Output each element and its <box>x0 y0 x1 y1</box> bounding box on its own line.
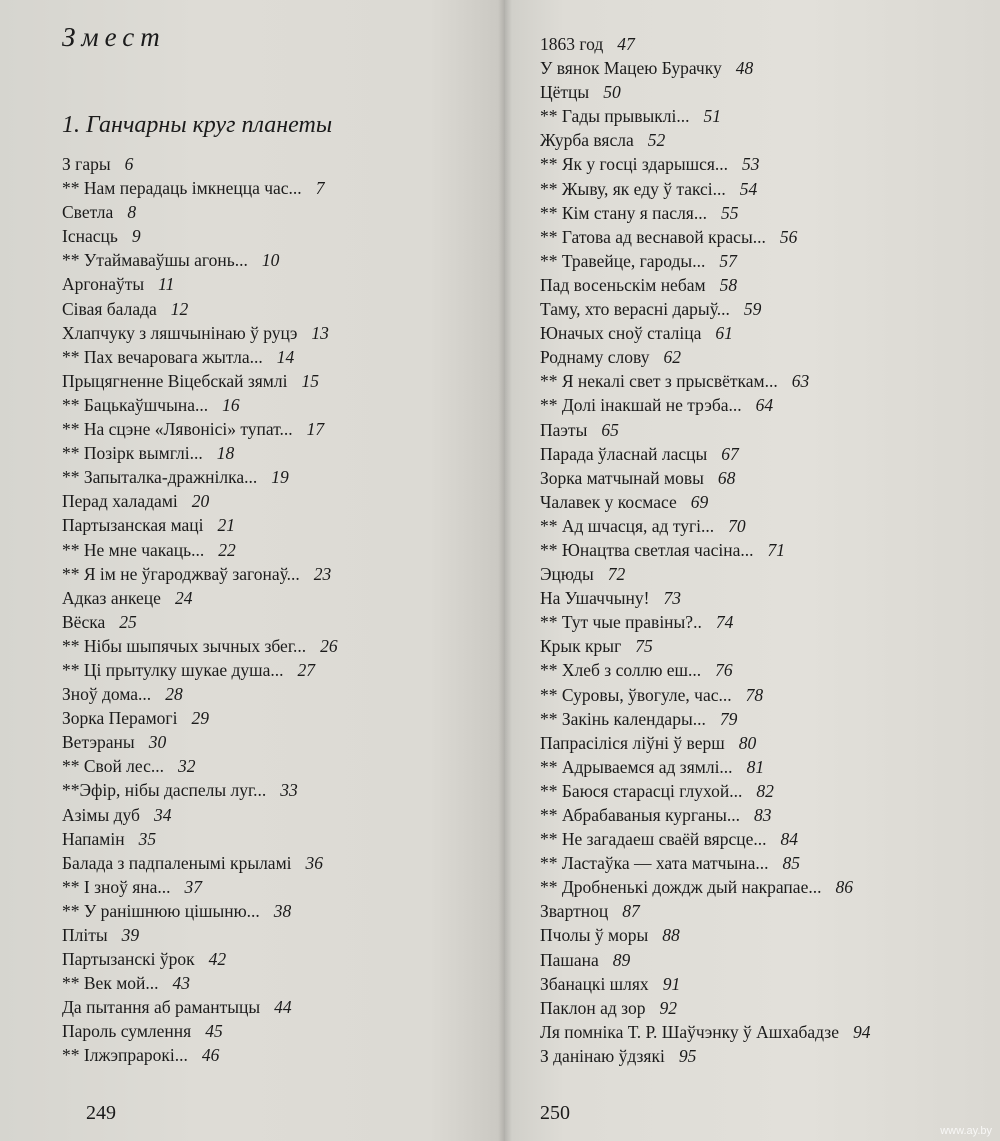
toc-entry-title: ** Не загадаеш сваёй вярсце... <box>540 829 767 850</box>
toc-entry-page: 19 <box>271 467 289 488</box>
toc-entry-page: 82 <box>756 780 774 801</box>
toc-entry-title: Да пытання аб рамантыцы <box>62 997 261 1018</box>
toc-entry-page: 46 <box>201 1045 220 1066</box>
toc-entry-page: 35 <box>138 828 157 849</box>
toc-entry <box>62 851 338 875</box>
toc-entry-page: 43 <box>172 973 191 994</box>
toc-entry-page: 75 <box>635 636 653 657</box>
toc-entry-title: ** Адрываемся ад зямлі... <box>540 756 733 777</box>
toc-entry-page: 20 <box>191 491 210 512</box>
toc-entry-page: 39 <box>121 925 140 945</box>
toc-entry-page: 13 <box>311 322 329 343</box>
toc-entry <box>540 586 870 610</box>
toc-entry-title: ** На сцэне «Лявонісі» тупат... <box>62 419 293 440</box>
toc-entry-page: 64 <box>755 395 774 416</box>
toc-entry-title: Партызанская маці <box>62 515 204 536</box>
toc-entry-page: 94 <box>852 1021 871 1042</box>
toc-entry-page: 26 <box>320 635 338 656</box>
toc-entry-page: 74 <box>715 612 734 633</box>
toc-entry-title: ** Ці прытулку шукае душа... <box>62 659 284 680</box>
toc-entry-title: ** Як у госці здарышся... <box>540 154 729 175</box>
toc-entry <box>62 730 338 754</box>
toc-entry-page: 12 <box>170 298 189 319</box>
toc-entry <box>540 875 870 899</box>
toc-entry-title: Пароль сумлення <box>62 1021 192 1042</box>
toc-entry-title: ** Гады прывыклі... <box>540 106 690 127</box>
toc-entry-title: Вёска <box>62 611 106 632</box>
toc-entry-page: 10 <box>261 250 280 271</box>
toc-entry-title: ** У ранішнюю цішыню... <box>62 900 260 921</box>
contents-heading: Змест <box>62 22 166 52</box>
toc-left-list <box>62 152 338 1068</box>
toc-entry-page: 47 <box>617 34 635 54</box>
toc-entry-title: Юначых сноў сталіца <box>540 323 702 344</box>
toc-entry-page: 28 <box>165 684 183 705</box>
toc-entry <box>62 875 338 899</box>
toc-entry-title: ** Свой лес... <box>62 756 165 777</box>
toc-entry-page: 8 <box>127 202 137 223</box>
toc-entry <box>540 562 870 586</box>
toc-entry-title: ** Баюся старасці глухой... <box>540 780 743 801</box>
toc-entry-page: 7 <box>315 178 325 199</box>
toc-entry-page: 38 <box>273 900 292 921</box>
toc-entry <box>62 803 338 827</box>
toc-entry-page: 36 <box>305 852 324 873</box>
toc-entry <box>540 948 870 972</box>
toc-entry <box>62 297 338 321</box>
toc-entry <box>540 249 870 273</box>
toc-entry <box>540 514 870 538</box>
toc-entry-page: 53 <box>742 154 760 175</box>
toc-entry <box>62 610 338 634</box>
toc-entry-page: 45 <box>205 1021 223 1042</box>
toc-entry <box>540 393 870 417</box>
toc-entry <box>540 538 870 562</box>
toc-entry-title: Светла <box>62 202 114 223</box>
toc-entry <box>62 393 338 417</box>
toc-entry <box>540 779 870 803</box>
toc-entry <box>540 297 870 321</box>
toc-entry <box>62 1019 338 1043</box>
toc-entry <box>62 899 338 923</box>
toc-entry-page: 50 <box>603 82 621 103</box>
toc-entry-page: 85 <box>782 853 800 874</box>
toc-entry <box>62 947 338 971</box>
toc-entry-page: 17 <box>306 419 325 440</box>
toc-entry-title: ** Бацькаўшчына... <box>62 394 209 415</box>
toc-entry-page: 42 <box>208 949 227 970</box>
toc-entry-title: Паэты <box>540 419 588 440</box>
toc-entry-page: 56 <box>779 226 798 247</box>
toc-entry-title: Балада з падпаленымі крыламі <box>62 852 292 873</box>
toc-entry <box>540 466 870 490</box>
toc-entry-title: **Эфір, нібы даспелы луг... <box>62 780 267 801</box>
toc-entry-page: 33 <box>280 780 298 801</box>
toc-entry-page: 80 <box>738 732 757 753</box>
toc-entry-title: ** Абрабаваныя курганы... <box>540 805 741 825</box>
toc-entry-page: 92 <box>659 997 677 1018</box>
section-title: 1. Ганчарны круг планеты <box>62 112 333 138</box>
toc-entry-page: 68 <box>717 467 736 488</box>
toc-entry <box>62 513 338 537</box>
toc-entry <box>62 152 338 176</box>
toc-entry-page: 54 <box>739 178 758 199</box>
toc-entry <box>62 658 338 682</box>
toc-entry-title: Пашана <box>540 949 599 970</box>
toc-entry <box>62 417 338 441</box>
toc-entry-page: 76 <box>715 660 733 681</box>
toc-entry-page: 24 <box>174 587 193 608</box>
toc-entry <box>62 369 338 393</box>
toc-entry-page: 55 <box>720 202 739 223</box>
toc-entry <box>540 610 870 634</box>
toc-entry-title: Пад восеньскім небам <box>540 274 706 295</box>
toc-entry-page: 22 <box>218 539 236 560</box>
toc-entry <box>540 923 870 947</box>
toc-entry <box>540 490 870 514</box>
toc-entry-title: ** Нібы шыпячых зычных збег... <box>62 635 307 656</box>
toc-entry <box>62 923 338 947</box>
toc-entry-title: Перад халадамі <box>62 491 178 512</box>
toc-entry-page: 34 <box>153 804 172 825</box>
toc-entry-title: Збанацкі шлях <box>540 973 649 994</box>
toc-entry-page: 11 <box>158 274 175 295</box>
toc-entry-title: ** Век мой... <box>62 973 159 994</box>
toc-right-list <box>540 32 870 1068</box>
toc-entry-page: 27 <box>297 659 316 680</box>
toc-entry-title: Парада ўласнай ласцы <box>540 443 708 464</box>
toc-entry-title: ** І зноў яна... <box>62 876 171 897</box>
toc-entry-title: ** Жыву, як еду ў таксі... <box>540 178 726 199</box>
toc-entry-title: ** Нам перадаць імкнецца час... <box>62 178 302 199</box>
toc-entry-title: Зноў дома... <box>62 684 152 705</box>
toc-entry <box>540 345 870 369</box>
toc-entry-page: 86 <box>835 877 853 898</box>
toc-entry <box>62 224 338 248</box>
toc-entry <box>540 683 870 707</box>
toc-entry-page: 65 <box>601 419 619 440</box>
toc-entry-page: 29 <box>191 708 209 729</box>
toc-entry <box>540 369 870 393</box>
toc-entry-title: Хлапчуку з ляшчынінаю ў руцэ <box>62 322 298 343</box>
toc-entry-title: Чалавек у космасе <box>540 491 677 512</box>
toc-entry-title: ** Кім стану я пасля... <box>540 202 707 223</box>
toc-entry-title: Сівая балада <box>62 298 157 319</box>
toc-entry <box>540 273 870 297</box>
toc-entry <box>540 225 870 249</box>
toc-entry <box>540 996 870 1020</box>
toc-entry <box>62 272 338 296</box>
toc-entry <box>540 972 870 996</box>
toc-entry <box>62 441 338 465</box>
toc-entry-title: Звартноц <box>540 901 609 922</box>
toc-entry-title: ** Юнацтва светлая часіна... <box>540 539 754 560</box>
toc-entry-page: 37 <box>184 876 203 897</box>
toc-entry-title: Аргонаўты <box>62 274 145 295</box>
toc-entry-title: ** Суровы, ўвогуле, час... <box>540 684 732 705</box>
toc-entry-title: 1863 год <box>540 34 604 54</box>
toc-entry-page: 44 <box>274 997 292 1018</box>
toc-entry <box>540 707 870 731</box>
toc-entry-page: 6 <box>124 154 134 174</box>
toc-entry-title: Азімы дуб <box>62 804 140 825</box>
toc-entry <box>540 658 870 682</box>
toc-entry-title: ** Дробненькі дождж дый накрапае... <box>540 877 822 898</box>
toc-entry-page: 87 <box>622 901 640 922</box>
toc-entry-title: ** Я некалі свет з прысвёткам... <box>540 371 778 392</box>
toc-entry-title: ** Запыталка-дражнілка... <box>62 467 258 488</box>
toc-entry-title: ** Ілжэпрарокі... <box>62 1045 188 1066</box>
toc-entry-title: ** Травейце, гароды... <box>540 250 706 271</box>
toc-entry-page: 16 <box>222 394 240 415</box>
toc-entry <box>62 706 338 730</box>
toc-entry <box>540 755 870 779</box>
toc-entry-page: 9 <box>131 226 141 247</box>
toc-entry <box>62 465 338 489</box>
toc-entry-page: 79 <box>719 708 738 729</box>
toc-entry <box>540 851 870 875</box>
toc-entry-page: 71 <box>767 539 785 560</box>
toc-entry <box>540 32 870 56</box>
book-gutter <box>498 0 512 1141</box>
toc-entry-page: 88 <box>662 925 680 946</box>
toc-entry-page: 57 <box>719 250 737 271</box>
toc-entry-page: 63 <box>791 371 810 392</box>
toc-entry-title: ** Я ім не ўгароджваў загонаў... <box>62 563 300 584</box>
toc-entry-page: 78 <box>745 684 764 705</box>
toc-entry-title: ** Гатова ад веснавой красы... <box>540 226 766 247</box>
toc-entry-title: Партызанскі ўрок <box>62 949 195 970</box>
toc-entry-page: 70 <box>728 515 746 536</box>
toc-entry <box>62 538 338 562</box>
toc-entry-page: 23 <box>313 563 332 584</box>
toc-entry-page: 83 <box>754 805 772 825</box>
toc-entry-page: 72 <box>607 564 626 585</box>
right-page <box>505 0 1000 1141</box>
toc-entry-page: 61 <box>715 323 733 344</box>
toc-entry <box>62 562 338 586</box>
toc-entry-page: 81 <box>746 756 765 777</box>
toc-entry <box>540 418 870 442</box>
toc-entry <box>540 803 870 827</box>
toc-entry-title: Пліты <box>62 925 108 945</box>
toc-entry-title: Таму, хто верасні дарыў... <box>540 299 730 320</box>
toc-entry-title: Зорка Перамогі <box>62 708 178 729</box>
toc-entry <box>62 586 338 610</box>
toc-entry-page: 73 <box>663 588 681 609</box>
toc-entry <box>62 827 338 851</box>
toc-entry-title: Ветэраны <box>62 732 135 753</box>
toc-entry-title: З гары <box>62 154 111 174</box>
toc-entry-page: 59 <box>743 299 762 320</box>
toc-entry <box>540 827 870 851</box>
toc-entry <box>62 200 338 224</box>
toc-entry <box>540 321 870 345</box>
toc-entry-title: Існасць <box>62 226 118 247</box>
toc-entry-title: Паклон ад зор <box>540 997 646 1018</box>
toc-entry-page: 48 <box>735 58 754 79</box>
toc-entry <box>540 104 870 128</box>
toc-entry-title: ** Позірк вымглі... <box>62 443 203 464</box>
toc-entry-title: Ля помніка Т. Р. Шаўчэнку ў Ашхабадзе <box>540 1021 839 1042</box>
toc-entry-page: 91 <box>662 973 681 994</box>
toc-entry-page: 30 <box>148 732 167 753</box>
toc-entry-title: Цётцы <box>540 82 590 103</box>
toc-entry-title: ** Закінь календары... <box>540 708 706 729</box>
toc-entry-title: Зорка матчынай мовы <box>540 467 704 488</box>
toc-entry-title: ** Ластаўка — хата матчына... <box>540 853 769 874</box>
toc-entry-page: 95 <box>678 1045 697 1066</box>
toc-entry <box>62 489 338 513</box>
toc-entry-title: З данінаю ўдзякі <box>540 1045 665 1066</box>
toc-entry <box>540 731 870 755</box>
toc-entry-title: Напамін <box>62 828 125 849</box>
toc-entry-page: 62 <box>663 347 681 368</box>
toc-entry <box>62 778 338 802</box>
toc-entry <box>62 345 338 369</box>
toc-entry-page: 52 <box>647 130 666 151</box>
toc-entry <box>62 995 338 1019</box>
toc-entry <box>540 128 870 152</box>
toc-entry-title: Роднаму слову <box>540 347 650 368</box>
toc-entry <box>540 152 870 176</box>
toc-entry-title: ** Долі інакшай не трэба... <box>540 395 742 416</box>
toc-entry-page: 14 <box>276 346 295 367</box>
toc-entry <box>540 634 870 658</box>
toc-entry <box>540 56 870 80</box>
page-number-left: 249 <box>86 1102 116 1124</box>
toc-entry <box>540 177 870 201</box>
toc-entry-page: 51 <box>703 106 721 127</box>
toc-entry-page: 21 <box>217 515 236 536</box>
toc-entry-title: Папрасіліся ліўні ў верш <box>540 732 725 753</box>
toc-entry-title: Журба вясла <box>540 130 634 151</box>
toc-entry-title: ** Ад шчасця, ад тугі... <box>540 515 715 536</box>
toc-entry-page: 67 <box>721 443 739 464</box>
toc-entry <box>540 899 870 923</box>
toc-entry-page: 18 <box>216 443 235 464</box>
toc-entry-title: Эцюды <box>540 564 594 585</box>
toc-entry-title: На Ушаччыну! <box>540 588 650 609</box>
toc-entry <box>540 1044 870 1068</box>
toc-entry <box>62 682 338 706</box>
toc-entry-title: ** Тут чые правіны?.. <box>540 612 702 633</box>
toc-entry <box>540 80 870 104</box>
toc-entry-page: 89 <box>612 949 631 970</box>
toc-entry-title: Пчолы ў моры <box>540 925 649 946</box>
toc-entry-title: ** Утаймаваўшы агонь... <box>62 250 248 271</box>
toc-entry-title: У вянок Мацею Бурачку <box>540 58 722 79</box>
page-number-right: 250 <box>540 1102 570 1124</box>
toc-entry <box>540 201 870 225</box>
toc-entry-page: 69 <box>690 491 709 512</box>
toc-entry <box>62 1043 338 1067</box>
toc-entry <box>62 634 338 658</box>
toc-entry <box>540 442 870 466</box>
toc-entry <box>62 971 338 995</box>
toc-entry <box>62 321 338 345</box>
toc-entry <box>540 1020 870 1044</box>
toc-entry-title: Прыцягненне Віцебскай зямлі <box>62 370 288 391</box>
toc-entry-page: 15 <box>301 370 319 391</box>
toc-entry-title: ** Пах вечаровага жытла... <box>62 346 263 367</box>
toc-entry <box>62 754 338 778</box>
toc-entry-title: ** Не мне чакаць... <box>62 539 205 560</box>
toc-entry-title: Крык крыг <box>540 636 622 657</box>
toc-entry-page: 84 <box>780 829 799 850</box>
toc-entry-page: 58 <box>719 274 738 295</box>
toc-entry-page: 25 <box>119 611 137 632</box>
toc-entry-title: ** Хлеб з соллю еш... <box>540 660 702 681</box>
toc-entry <box>62 248 338 272</box>
toc-entry-title: Адказ анкеце <box>62 587 161 608</box>
watermark: www.ay.by <box>940 1125 992 1137</box>
toc-entry <box>62 176 338 200</box>
toc-entry-page: 32 <box>178 756 196 777</box>
